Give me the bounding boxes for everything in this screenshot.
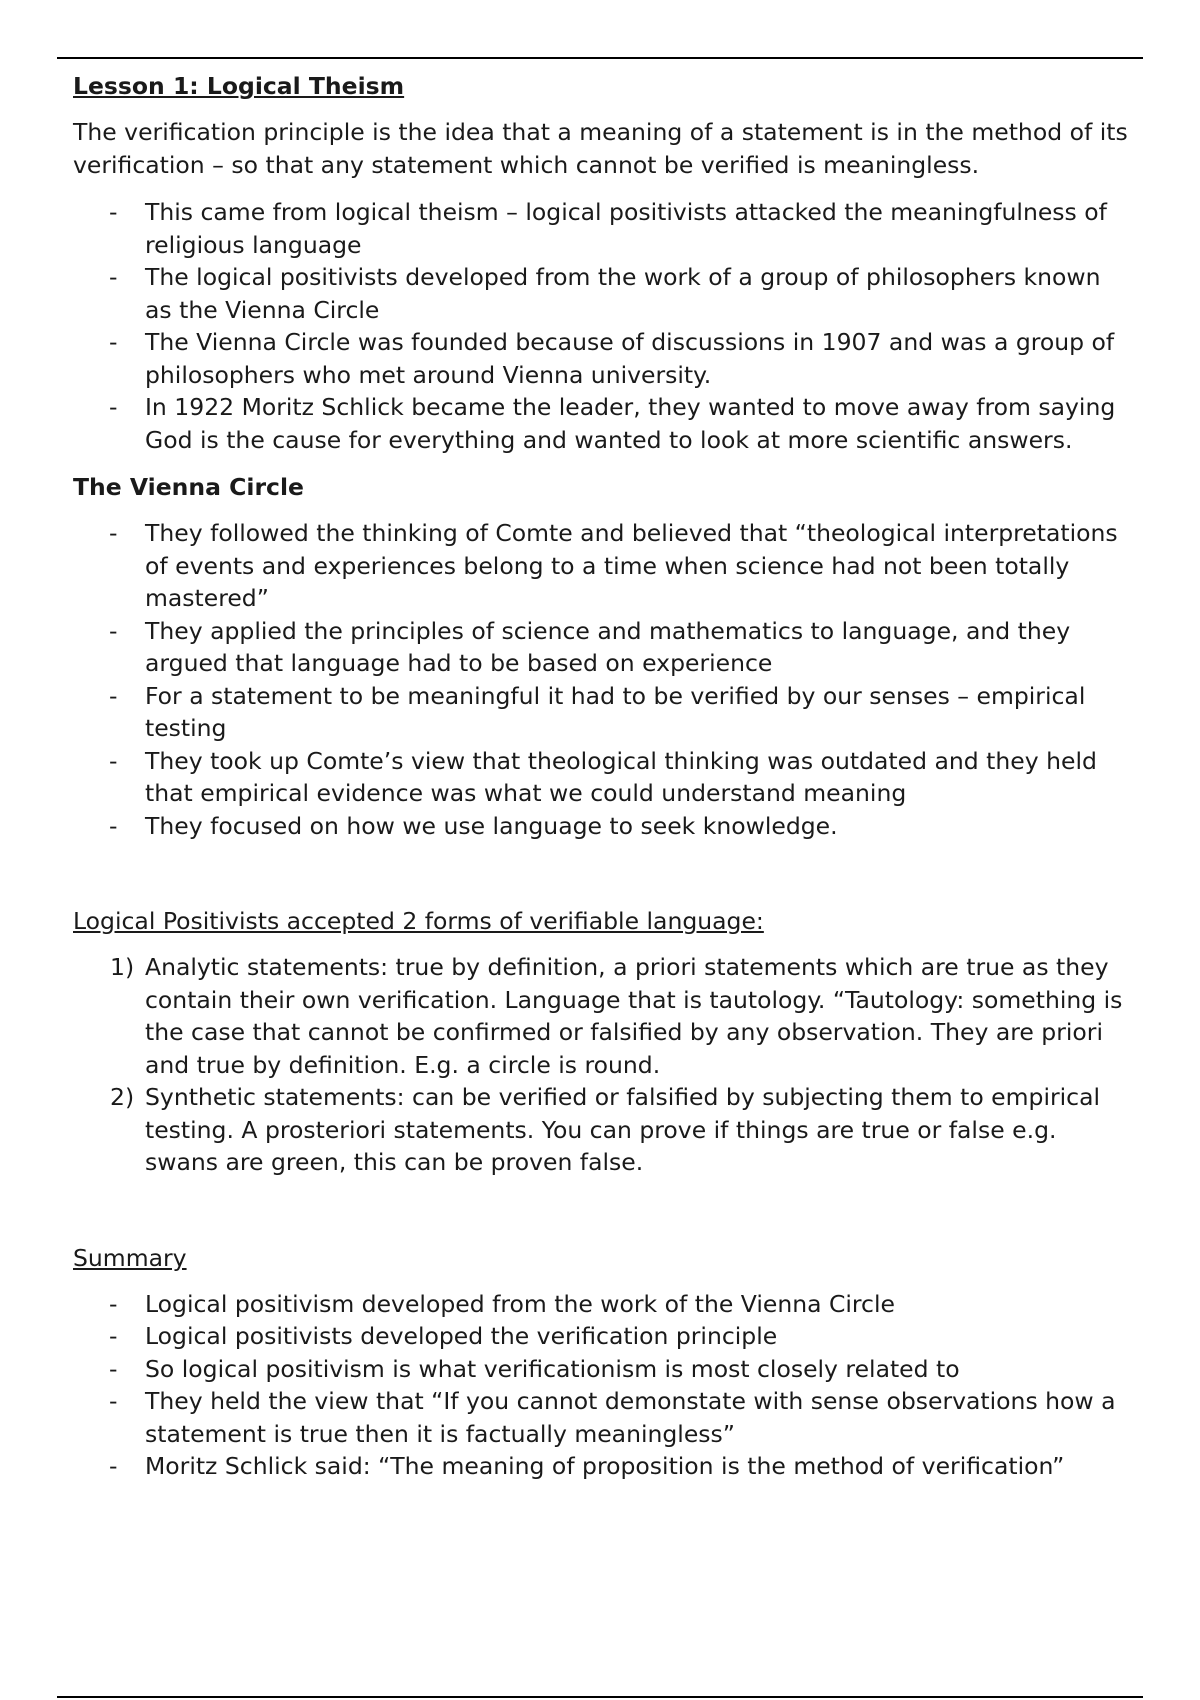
list-item: 2) Synthetic statements: can be verified or falsified by subjecting them to empirical testing. A prosteriori statements. You can prove if things are true or false e.g. swans are green, this can be proven false.	[110, 1083, 1101, 1176]
bullet-dash: -	[109, 811, 118, 840]
list-item: - The Vienna Circle was founded because of discussions in 1907 and was a group of philosophers who met around Vienna university.	[109, 328, 1115, 389]
list-item: - They focused on how we use language to seek knowledge.	[73, 810, 1133, 843]
bullet-dash: -	[109, 1354, 118, 1383]
bullet-dash: -	[109, 393, 118, 421]
bottom-rule	[57, 1696, 1143, 1698]
list-item: - Logical positivism developed from the work of the Vienna Circle	[73, 1288, 1133, 1321]
list-item: - They took up Comte’s view that theological thinking was outdated and they held that empirical evidence was what we could understand meaning	[109, 746, 1097, 807]
bullet-dash: -	[109, 1289, 118, 1318]
spacer	[73, 857, 1133, 905]
list-item: - For a statement to be meaningful it had to be verified by our senses – empirical testing	[109, 681, 1086, 742]
vienna-bullet-list	[73, 517, 1133, 842]
intro-paragraph: The verification principle is the idea that a meaning of a statement is in the method of its verification – so that any statement which cannot be verified is meaningless.	[73, 118, 1128, 179]
bullet-dash: -	[109, 681, 118, 710]
list-number: 1)	[110, 953, 135, 981]
list-item: - They followed the thinking of Comte and believed that “theological interpretations of events and experiences belong to a time when science had not been totally mastered”	[109, 519, 1118, 612]
lesson-title: Lesson 1: Logical Theism	[73, 72, 405, 100]
spacer	[73, 1194, 1133, 1242]
vienna-circle-heading: The Vienna Circle	[73, 473, 304, 501]
document-page	[73, 70, 1133, 1498]
bullet-dash: -	[109, 519, 118, 547]
top-rule	[57, 57, 1143, 59]
bullet-dash: -	[109, 746, 118, 775]
bullet-dash: -	[109, 328, 118, 356]
bullet-dash: -	[109, 198, 118, 226]
list-item: - This came from logical theism – logical positivists attacked the meaningfulness of religious language	[109, 198, 1107, 259]
list-item: - In 1922 Moritz Schlick became the leader, they wanted to move away from saying God is the cause for everything and wanted to look at more scientific answers.	[109, 393, 1116, 454]
list-item: - They applied the principles of science and mathematics to language, and they argued that language had to be based on experience	[109, 616, 1071, 677]
list-item: 1) Analytic statements: true by definition, a priori statements which are true as they contain their own verification. Language that is tautology. “Tautology: something is the case that cannot be confirmed or falsified by any observation. They are priori and true by definition. E.g. a circle is round.	[110, 953, 1123, 1079]
list-item: - Logical positivists developed the verification principle	[73, 1320, 1133, 1353]
list-item: - So logical positivism is what verificationism is most closely related to	[73, 1353, 1133, 1386]
bullet-dash: -	[109, 263, 118, 291]
bullet-dash: -	[109, 1322, 118, 1350]
bullet-dash: -	[109, 1387, 118, 1415]
list-item: - Moritz Schlick said: “The meaning of proposition is the method of verification”	[73, 1450, 1133, 1483]
summary-heading: Summary	[73, 1243, 187, 1272]
summary-bullet-list	[73, 1288, 1133, 1483]
intro-bullet-list	[73, 196, 1133, 456]
verifiable-language-heading: Logical Positivists accepted 2 forms of verifiable language:	[73, 907, 764, 935]
list-item: - The logical positivists developed from the work of a group of philosophers known as the Vienna Circle	[109, 263, 1101, 324]
list-number: 2)	[110, 1083, 135, 1111]
bullet-dash: -	[109, 1452, 118, 1480]
verifiable-forms-list	[73, 951, 1133, 1179]
bullet-dash: -	[109, 616, 118, 645]
list-item: - They held the view that “If you cannot demonstate with sense observations how a statement is true then it is factually meaningless”	[109, 1387, 1116, 1448]
